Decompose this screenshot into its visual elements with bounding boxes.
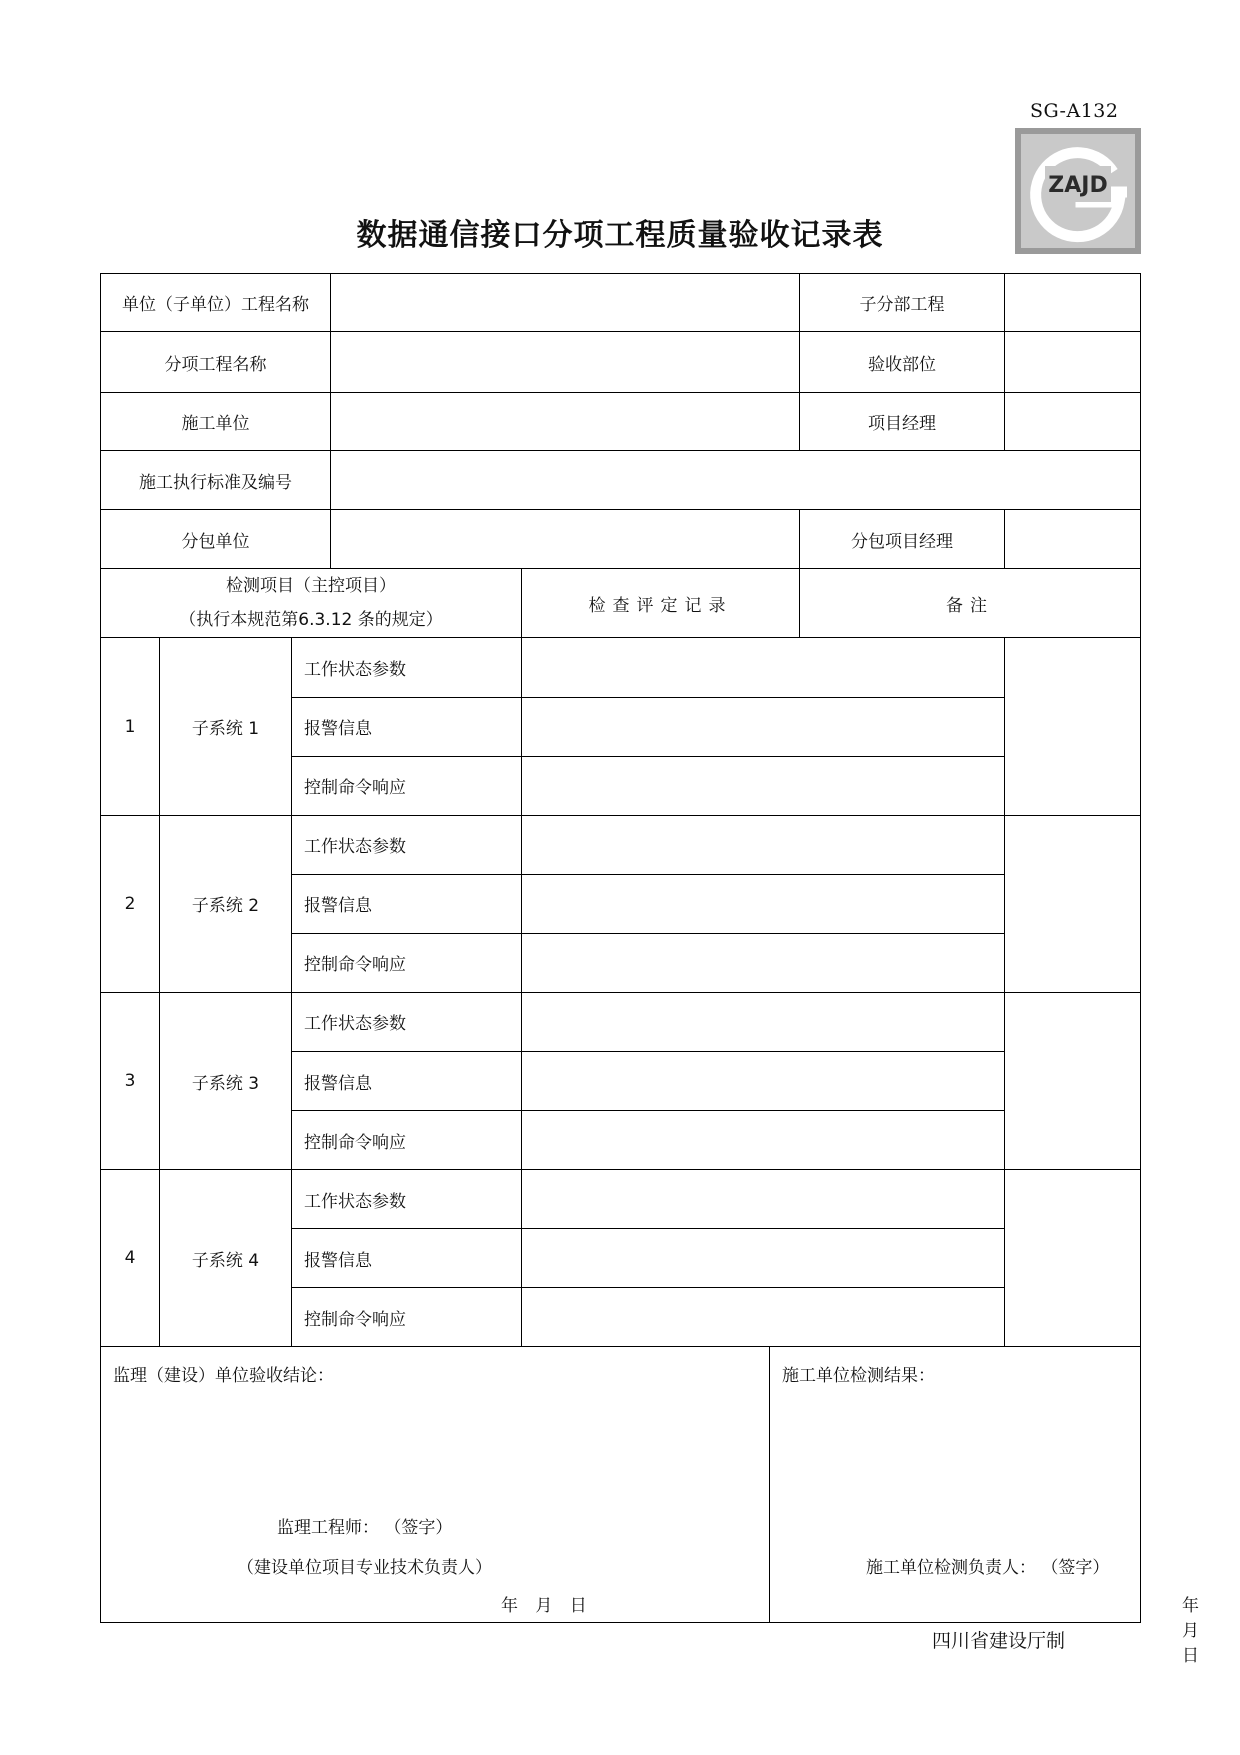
inspection-item-header [101,569,522,638]
group-name: 子系统 3 [160,992,292,1169]
subcontract-manager-label: 分包项目经理 [800,510,1005,569]
construction-unit-label: 施工单位 [101,393,331,451]
item-name-label: 分项工程名称 [101,332,331,393]
sub-division-field[interactable] [1005,274,1141,332]
supervision-conclusion-box[interactable] [101,1347,770,1623]
acceptance-part-label: 验收部位 [800,332,1005,393]
remark-field[interactable] [1005,992,1141,1169]
group-name: 子系统 1 [160,638,292,815]
record-field[interactable] [522,1052,1005,1111]
record-field[interactable] [522,1229,1005,1288]
group-index: 4 [101,1170,160,1347]
construction-result-label: 施工单位检测结果： [782,1366,936,1387]
remark-header: 备注 [800,569,1141,638]
subcontract-manager-field[interactable] [1005,510,1141,569]
table-row [101,1170,1141,1229]
subcontract-unit-label: 分包单位 [101,510,331,569]
record-field[interactable] [522,992,1005,1051]
record-field[interactable] [522,874,1005,933]
record-field[interactable] [522,1170,1005,1229]
remark-field[interactable] [1005,638,1141,815]
form-code: SG-A132 [1030,100,1119,122]
check-item: 报警信息 [292,874,522,933]
record-field[interactable] [522,1111,1005,1170]
check-item: 报警信息 [292,697,522,756]
issuer-footer: 四川省建设厅制 [932,1630,1066,1652]
owner-note: （建设单位项目专业技术负责人） [237,1558,492,1579]
table-row [101,992,1141,1051]
check-item: 控制命令响应 [292,1288,522,1347]
check-item: 报警信息 [292,1229,522,1288]
check-item: 工作状态参数 [292,815,522,874]
group-name: 子系统 2 [160,815,292,992]
group-index: 3 [101,992,160,1169]
svg-text:ZAJD: ZAJD [1048,173,1108,198]
check-item: 报警信息 [292,1052,522,1111]
group-index: 1 [101,638,160,815]
check-item: 控制命令响应 [292,933,522,992]
record-field[interactable] [522,697,1005,756]
remark-field[interactable] [1005,815,1141,992]
form-title: 数据通信接口分项工程质量验收记录表 [356,218,884,253]
date-left: 年 月 日 [501,1596,593,1617]
group-name: 子系统 4 [160,1170,292,1347]
record-field[interactable] [522,933,1005,992]
table-row [101,638,1141,697]
supervision-label: 监理（建设）单位验收结论： [113,1366,334,1387]
item-name-field[interactable] [331,332,800,393]
group-index: 2 [101,815,160,992]
record-field[interactable] [522,756,1005,815]
sub-division-label: 子分部工程 [800,274,1005,332]
date-right: 年 月 日 [1182,1596,1206,1667]
standard-label: 施工执行标准及编号 [101,451,331,510]
check-item: 工作状态参数 [292,638,522,697]
project-manager-field[interactable] [1005,393,1141,451]
project-manager-label: 项目经理 [800,393,1005,451]
remark-field[interactable] [1005,1170,1141,1347]
check-item: 工作状态参数 [292,992,522,1051]
unit-name-field[interactable] [331,274,800,332]
inspection-item-header-line2: （执行本规范第6.3.12 条的规定） [179,610,443,631]
acceptance-part-field[interactable] [1005,332,1141,393]
check-item: 工作状态参数 [292,1170,522,1229]
record-field[interactable] [522,1288,1005,1347]
supervisor-sign: 监理工程师： （签字） [277,1518,453,1539]
record-header: 检查评定记录 [522,569,800,638]
check-item: 控制命令响应 [292,756,522,815]
check-item: 控制命令响应 [292,1111,522,1170]
subcontract-unit-field[interactable] [331,510,800,569]
table-row [101,815,1141,874]
construction-sign: 施工单位检测负责人： （签字） [866,1558,1110,1579]
record-field[interactable] [522,815,1005,874]
standard-field[interactable] [331,451,1141,510]
record-field[interactable] [522,638,1005,697]
construction-unit-field[interactable] [331,393,800,451]
inspection-item-header-line1: 检测项目（主控项目） [226,576,397,597]
unit-name-label: 单位（子单位）工程名称 [101,274,331,332]
